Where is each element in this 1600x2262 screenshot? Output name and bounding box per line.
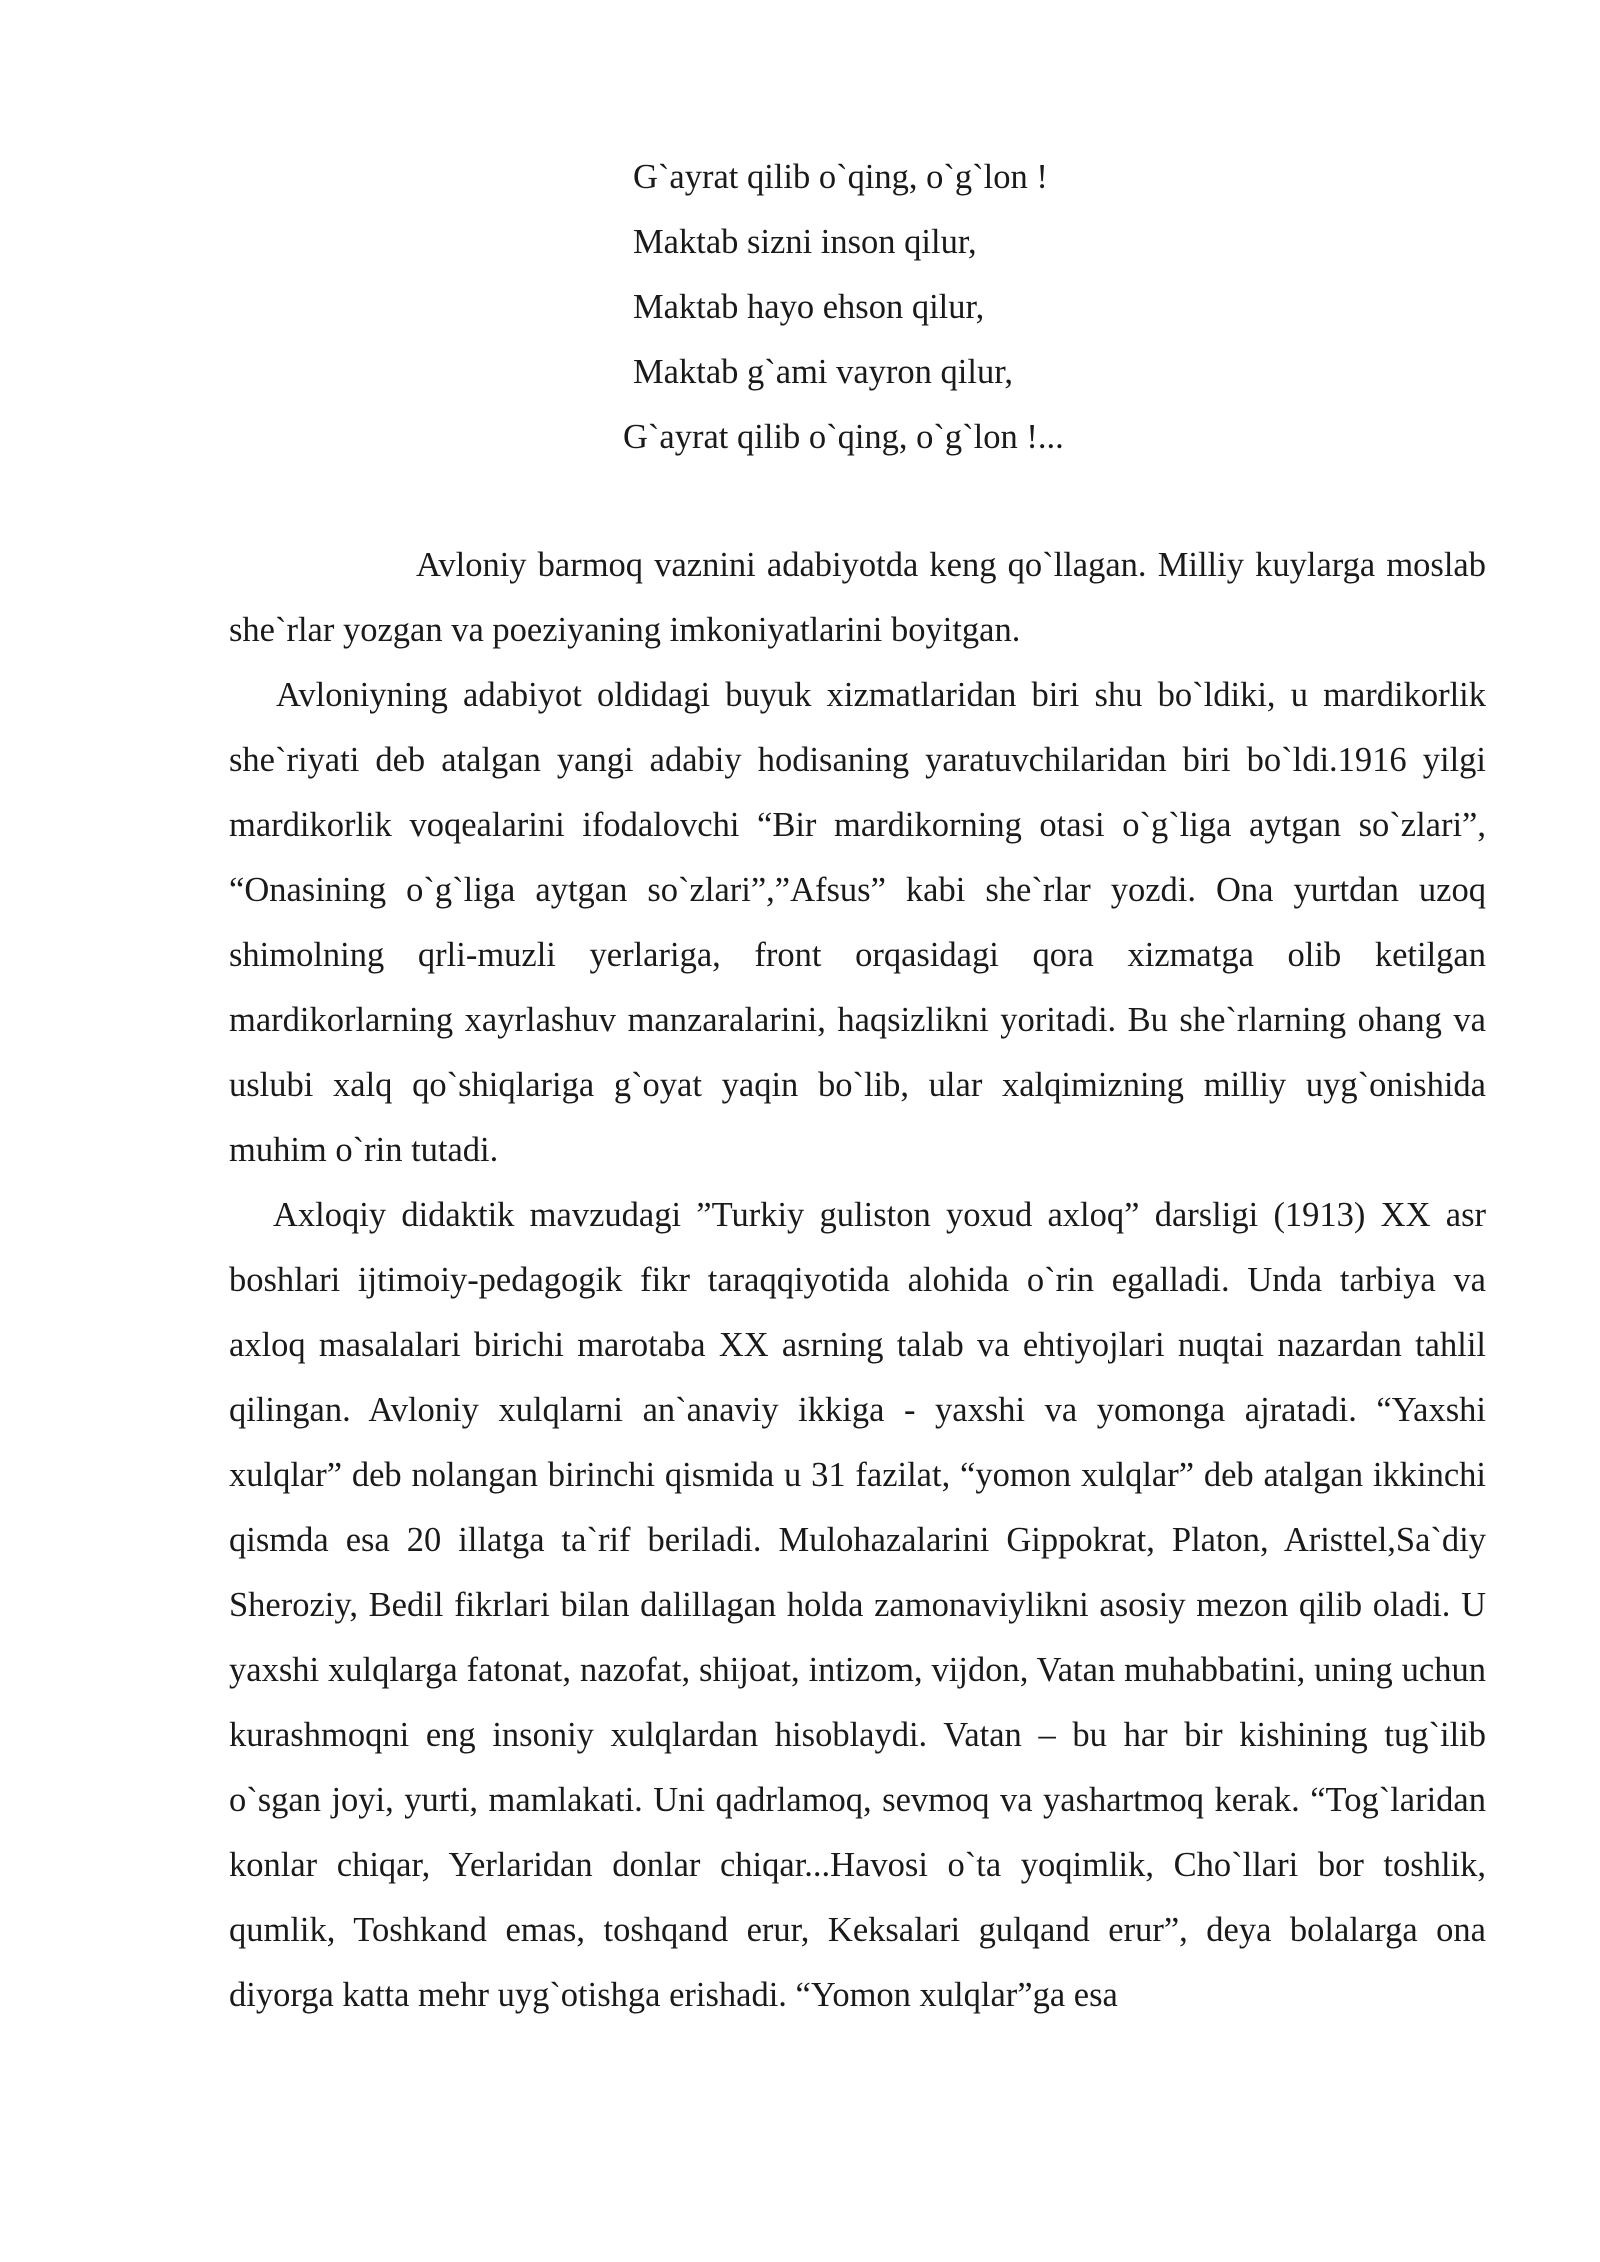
paragraph-1: Avloniy barmoq vaznini adabiyotda keng qo`llagan. Milliy kuylarga moslab she`rlar yozgan va poeziyaning imkoniyatlarini boyitgan.: [229, 546, 1486, 649]
poem-line-5: G`ayrat qilib o`qing, o`g`lon !...: [623, 418, 1064, 456]
poem-line-1: G`ayrat qilib o`qing, o`g`lon !: [633, 158, 1048, 196]
paragraph-3: Axloqiy didaktik mavzudagi ”Turkiy guliston yoxud axloq” darsligi (1913) XX asr boshlari ijtimoiy-pedagogik fikr taraqqiyotida alohida o`rin egalladi. Unda tarbiya va axloq masalalari birichi marotaba XX asrning talab va ehtiyojlari nuqtai nazardan tahlil qilingan. Avloniy xulqlarni an`anaviy ikkiga - yaxshi va yomonga ajratadi. “Yaxshi xulqlar” deb nolangan birinchi qismida u 31 fazilat, “yomon xulqlar” deb atalgan ikkinchi qismda esa 20 illatga ta`rif beriladi. Mulohazalarini Gippokrat, Platon, Aristtel,Sa`diy Sheroziy, Bedil fikrlari bilan dalillagan holda zamonaviylikni asosiy mezon qilib oladi. U yaxshi xulqlarga fatonat, nazofat, shijoat, intizom, vijdon, Vatan muhabbatini, uning uchun kurashmoqni eng insoniy xulqlardan hisoblaydi. Vatan – bu har bir kishining tug`ilib o`sgan joyi, yurti, mamlakati. Uni qadrlamoq, sevmoq va yashartmoq kerak. “Tog`laridan konlar chiqar, Yerlaridan donlar chiqar...Havosi o`ta yoqimlik, Cho`llari bor toshlik, qumlik, Toshkand emas, toshqand erur, Keksalari gulqand erur”, deya bolalarga ona diyorga katta mehr uyg`otishga erishadi. “Yomon xulqlar”ga esa: [229, 1196, 1486, 2014]
poem-line-3: Maktab hayo ehson qilur,: [633, 288, 985, 326]
poem-line-2: Maktab sizni inson qilur,: [633, 223, 977, 261]
poem-line-4: Maktab g`ami vayron qilur,: [633, 353, 1013, 391]
paragraph-2: Avloniyning adabiyot oldidagi buyuk xizmatlaridan biri shu bo`ldiki, u mardikorlik she`riyati deb atalgan yangi adabiy hodisaning yaratuvchilaridan biri bo`ldi.1916 yilgi mardikorlik voqealarini ifodalovchi “Bir mardikorning otasi o`g`liga aytgan so`zlari”, “Onasining o`g`liga aytgan so`zlari”,”Afsus” kabi she`rlar yozdi. Ona yurtdan uzoq shimolning qrli-muzli yerlariga, front orqasidagi qora xizmatga olib ketilgan mardikorlarning xayrlashuv manzaralarini, haqsizlikni yoritadi. Bu she`rlarning ohang va uslubi xalq qo`shiqlariga g`oyat yaqin bo`lib, ular xalqimizning milliy uyg`onishida muhim o`rin tutadi.: [229, 676, 1486, 1169]
body-text: [229, 533, 1486, 2028]
